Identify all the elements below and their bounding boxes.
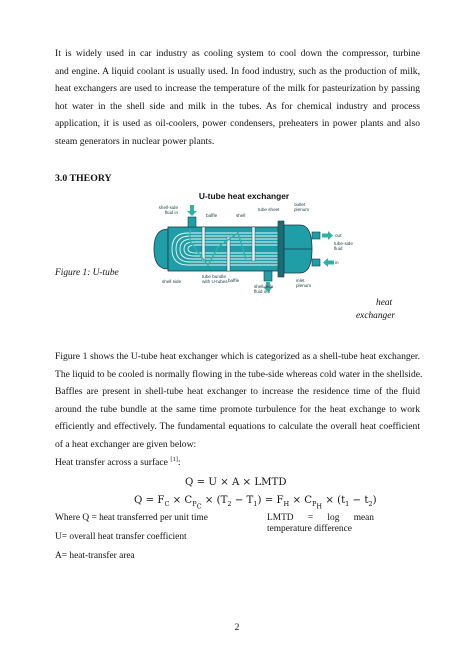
paragraph-line: of a heat exchanger are given below: [55,438,197,450]
shell-outlet-nozzle [264,271,272,281]
paragraph-line: and engine. A liquid coolant is usually used. In food industry, such as the production of milk, [55,65,420,77]
label-tube-side-fluid: tube-side fluid [334,241,353,251]
figure-title: U-tube heat exchanger [198,191,290,201]
outlet-nozzle [312,232,320,239]
heat-transfer-label [55,456,181,468]
label-in: in [335,260,339,265]
section-heading: 3.0 THEORY [55,173,112,184]
shell-inlet-nozzle [188,217,196,227]
inlet-nozzle [312,259,320,266]
lmtd-term: LMTD [267,513,294,523]
heat-transfer-colon: : [177,457,181,469]
label-shell: shell [236,213,246,218]
label-outlet-plenum: outlet plenum [294,202,310,212]
lmtd-log: log [327,513,340,523]
baffle [202,227,205,261]
baffle [252,227,255,261]
paragraph-line: efficiently and effectively. The fundamental equations to calculate the overall heat coefficient [55,421,420,432]
page-number: 2 [234,622,240,633]
label-baffle-top: baffle [206,213,218,218]
label-tube-bundle: tube bundle with U-tubes [202,274,228,284]
label-tube-sheet: tube sheet [258,207,280,212]
paragraph-line: Figure 1 shows the U-tube heat exchanger which is categorized as a shell-tube heat exchanger. [55,351,420,362]
definition-a: A= heat-transfer area [55,551,135,561]
paragraph-line: heat exchangers are used to increase the temperature of the milk for pasteurization by passing [55,83,420,94]
equation-overall: Q = U × A × LMTD [185,477,287,488]
citation-ref: [1] [170,456,178,463]
paragraph-line: The liquid to be cooled is normally flowing in the tube-side whereas cold water in the shellside. [55,368,423,380]
definition-q: Where Q = heat transferred per unit time [55,513,208,523]
definition-lmtd [267,513,374,535]
label-shell-side: shell side [162,279,182,284]
label-shell-side-fluid-out: shell-side fluid out [254,284,274,294]
paragraph-line: It is widely used in car industry as cooling system to cool down the compressor, turbine [55,48,420,59]
baffle [227,237,230,271]
label-out: out [335,233,342,238]
paragraph-line: Baffles are present in shell-tube heat exchanger to increase the residence time of the fluid [55,386,420,397]
lmtd-mean: mean [353,513,374,523]
shell-left-cap [154,229,168,269]
paragraph-line: around the tube bundle at the same time promote turbulence for the heat exchange to work [55,403,420,415]
theory-paragraph [55,348,423,453]
figure-caption: Figure 1: U-tube [55,268,119,278]
paragraph-line: steam generators in nuclear power plants. [55,135,215,147]
paragraph-line: hot water in the shell side and milk in the tubes. As for chemical industry and process [55,100,420,112]
label-inlet-plenum: inlet plenum [296,278,312,288]
u-tube-heat-exchanger-figure [128,189,360,294]
label-baffle-bottom: baffle [228,278,240,283]
figure-caption-continued: exchanger [356,311,396,321]
lmtd-desc: temperature difference [267,524,352,534]
lmtd-equals: = [307,513,314,523]
equation-energy-balance: $Q = F_C \times C_{P_C} \times (T_2 - T_1) = F_H \times C_{P_H} \times (t_1 - t_2)$ [134,495,377,511]
heat-transfer-text: Heat transfer across a surface [55,457,171,469]
tube-sheet [278,221,284,277]
paragraph-line: application, it is used as oil-coolers, power condensers, preheaters in power plants and also [55,118,420,129]
label-shell-side-fluid-in: shell-side fluid in [158,205,178,215]
definition-u: U= overall heat transfer coefficient [55,532,187,542]
figure-caption-continued: heat [376,298,393,308]
intro-paragraph [55,45,420,150]
